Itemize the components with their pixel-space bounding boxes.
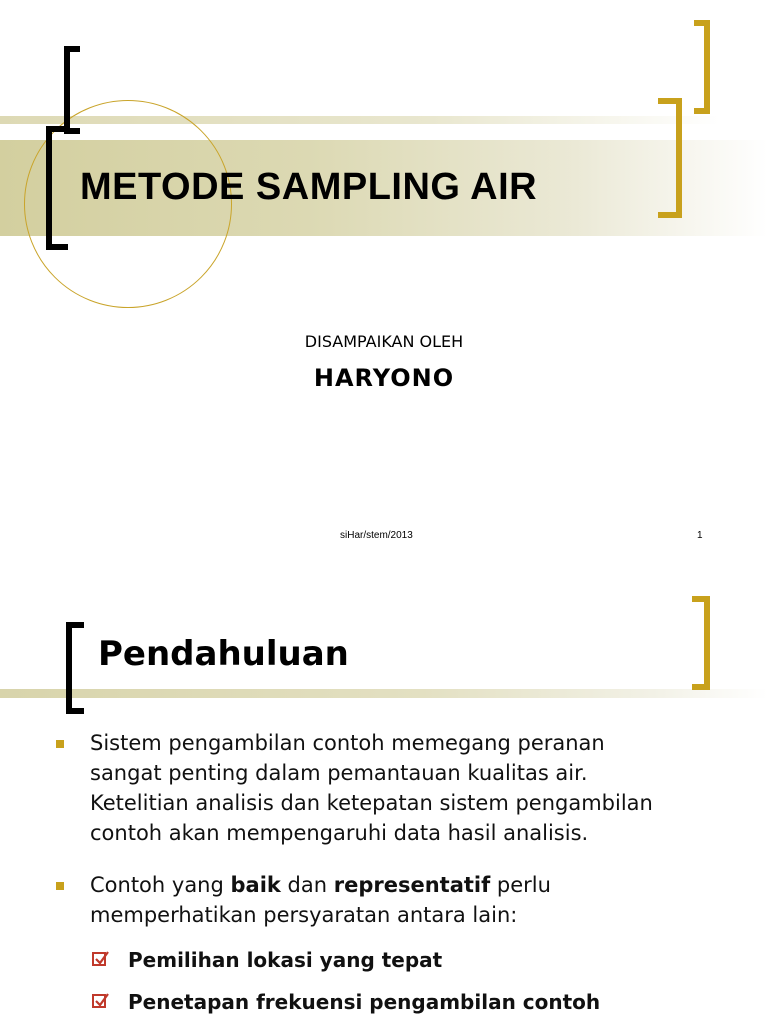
bullet-line (90, 870, 710, 900)
bullet-text (90, 728, 710, 848)
left-bracket-upper (64, 46, 80, 134)
left-bracket (66, 622, 84, 714)
sub-item-1 (0, 948, 768, 978)
slide-title: METODE SAMPLING AIR (80, 166, 538, 208)
slide-number: 1 (697, 530, 703, 541)
bullet-line: Ketelitian analisis dan ketepatan sistem pengambilan (90, 791, 653, 815)
bullet-line: Sistem pengambilan contoh memegang peranan (90, 731, 605, 755)
right-bracket-upper (694, 20, 710, 114)
content-slide (0, 560, 768, 1024)
left-bracket-main (46, 126, 68, 250)
bold-term: baik (230, 873, 281, 897)
presenter-name: HARYONO (313, 364, 455, 392)
checkbox-checked-icon (92, 994, 106, 1008)
text-run: dan (280, 873, 334, 897)
bullet-text (90, 870, 710, 930)
sub-item-2 (0, 990, 768, 1020)
right-bracket (692, 596, 710, 690)
text-run: Contoh yang (90, 873, 231, 897)
sub-item-text: Pemilihan lokasi yang tepat (128, 948, 443, 972)
sub-item-text: Penetapan frekuensi pengambilan contoh (128, 990, 601, 1014)
slide-title: Pendahuluan (98, 634, 349, 674)
right-bracket-main (658, 98, 682, 218)
title-underline-band (0, 689, 768, 698)
presenter-label: DISAMPAIKAN OLEH (304, 332, 464, 351)
square-bullet-icon (56, 882, 64, 890)
text-run: perlu (490, 873, 551, 897)
bullet-line: memperhatikan persyaratan antara lain: (90, 903, 518, 927)
square-bullet-icon (56, 740, 64, 748)
checkbox-checked-icon (92, 952, 106, 966)
slide-footer: siHar/stem/2013 (340, 530, 413, 541)
bullet-line: contoh akan mempengaruhi data hasil analisis. (90, 821, 589, 845)
bold-term: representatif (333, 873, 491, 897)
bullet-line: sangat penting dalam pemantauan kualitas air. (90, 761, 588, 785)
